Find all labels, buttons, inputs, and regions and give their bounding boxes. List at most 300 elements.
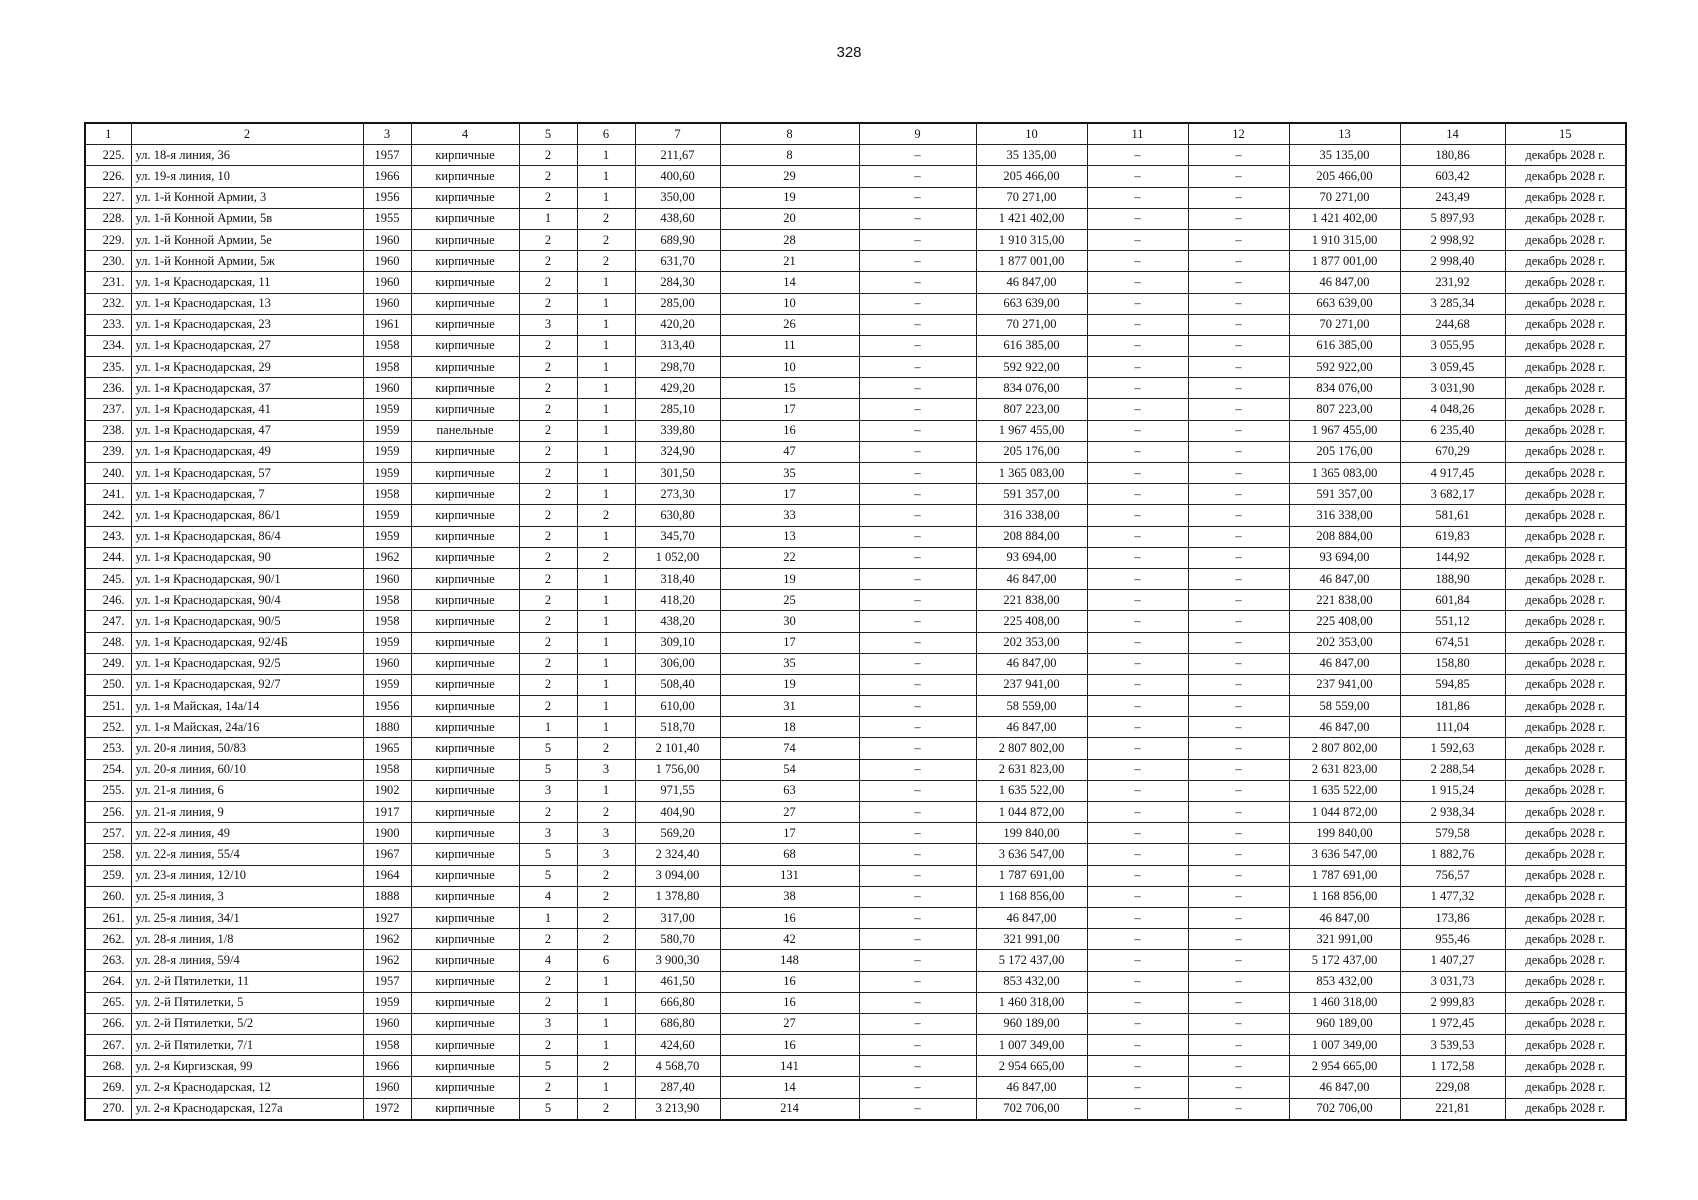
cell-row-number: 245.: [85, 568, 131, 589]
cell-col-10: 35 135,00: [976, 145, 1087, 166]
cell-year-built: 1902: [363, 780, 411, 801]
cell-col-10: 1 007 349,00: [976, 1035, 1087, 1056]
cell-year-built: 1959: [363, 420, 411, 441]
cell-total-area: 508,40: [635, 674, 720, 695]
cell-residents: 14: [720, 1077, 859, 1098]
cell-col-12: –: [1188, 145, 1289, 166]
cell-residents: 19: [720, 674, 859, 695]
cell-col-14: 188,90: [1400, 568, 1505, 589]
cell-floors: 4: [519, 950, 577, 971]
cell-floors: 2: [519, 484, 577, 505]
table-row: [85, 272, 1626, 293]
cell-col-9: –: [859, 357, 976, 378]
cell-total-area: 1 052,00: [635, 547, 720, 568]
cell-col-11: –: [1087, 971, 1188, 992]
cell-address: ул. 2-я Краснодарская, 12: [131, 1077, 363, 1098]
cell-wall-material: кирпичные: [411, 568, 519, 589]
cell-col-12: –: [1188, 272, 1289, 293]
cell-row-number: 231.: [85, 272, 131, 293]
cell-entrances: 2: [577, 907, 635, 928]
cell-floors: 2: [519, 399, 577, 420]
cell-col-12: –: [1188, 293, 1289, 314]
cell-entrances: 1: [577, 187, 635, 208]
cell-col-14: 670,29: [1400, 441, 1505, 462]
cell-col-11: –: [1087, 484, 1188, 505]
cell-col-13: 3 636 547,00: [1289, 844, 1400, 865]
cell-col-12: –: [1188, 865, 1289, 886]
cell-col-10: 1 635 522,00: [976, 780, 1087, 801]
cell-year-built: 1967: [363, 844, 411, 865]
column-header-13: 13: [1289, 123, 1400, 145]
cell-col-12: –: [1188, 611, 1289, 632]
cell-address: ул. 2-я Краснодарская, 127а: [131, 1098, 363, 1120]
column-header-5: 5: [519, 123, 577, 145]
header-row: [85, 123, 1626, 145]
cell-col-13: 1 967 455,00: [1289, 420, 1400, 441]
cell-col-9: –: [859, 272, 976, 293]
cell-col-13: 70 271,00: [1289, 314, 1400, 335]
cell-col-12: –: [1188, 526, 1289, 547]
cell-total-area: 418,20: [635, 590, 720, 611]
cell-residents: 14: [720, 272, 859, 293]
table-row: [85, 1056, 1626, 1077]
cell-floors: 2: [519, 187, 577, 208]
cell-wall-material: кирпичные: [411, 463, 519, 484]
cell-entrances: 1: [577, 611, 635, 632]
cell-col-10: 46 847,00: [976, 717, 1087, 738]
cell-residents: 21: [720, 251, 859, 272]
cell-col-14: 3 055,95: [1400, 335, 1505, 356]
cell-wall-material: кирпичные: [411, 632, 519, 653]
cell-col-9: –: [859, 251, 976, 272]
cell-col-11: –: [1087, 251, 1188, 272]
cell-col-11: –: [1087, 717, 1188, 738]
cell-col-9: –: [859, 1056, 976, 1077]
cell-floors: 2: [519, 378, 577, 399]
cell-col-14: 4 048,26: [1400, 399, 1505, 420]
table-row: [85, 547, 1626, 568]
cell-col-11: –: [1087, 759, 1188, 780]
cell-col-13: 834 076,00: [1289, 378, 1400, 399]
cell-residents: 47: [720, 441, 859, 462]
cell-year-built: 1960: [363, 653, 411, 674]
cell-floors: 5: [519, 865, 577, 886]
cell-col-14: 3 031,90: [1400, 378, 1505, 399]
cell-total-area: 2 101,40: [635, 738, 720, 759]
cell-col-14: 173,86: [1400, 907, 1505, 928]
cell-residents: 10: [720, 357, 859, 378]
cell-floors: 2: [519, 357, 577, 378]
cell-floors: 2: [519, 674, 577, 695]
cell-floors: 2: [519, 1035, 577, 1056]
cell-col-10: 960 189,00: [976, 1013, 1087, 1034]
cell-floors: 2: [519, 992, 577, 1013]
cell-col-11: –: [1087, 653, 1188, 674]
cell-col-12: –: [1188, 441, 1289, 462]
cell-col-14: 3 285,34: [1400, 293, 1505, 314]
cell-col-12: –: [1188, 1035, 1289, 1056]
cell-year-built: 1960: [363, 229, 411, 250]
cell-row-number: 268.: [85, 1056, 131, 1077]
cell-address: ул. 22-я линия, 55/4: [131, 844, 363, 865]
cell-col-12: –: [1188, 653, 1289, 674]
cell-col-12: –: [1188, 1098, 1289, 1120]
cell-total-area: 686,80: [635, 1013, 720, 1034]
cell-row-number: 229.: [85, 229, 131, 250]
cell-address: ул. 2-й Пятилетки, 7/1: [131, 1035, 363, 1056]
cell-col-13: 70 271,00: [1289, 187, 1400, 208]
cell-completion-date: декабрь 2028 г.: [1505, 1056, 1626, 1077]
cell-col-9: –: [859, 738, 976, 759]
cell-row-number: 253.: [85, 738, 131, 759]
cell-completion-date: декабрь 2028 г.: [1505, 441, 1626, 462]
cell-col-9: –: [859, 717, 976, 738]
cell-address: ул. 1-я Краснодарская, 86/4: [131, 526, 363, 547]
table-body: [85, 145, 1626, 1120]
cell-col-13: 225 408,00: [1289, 611, 1400, 632]
cell-wall-material: кирпичные: [411, 335, 519, 356]
cell-col-11: –: [1087, 611, 1188, 632]
cell-row-number: 235.: [85, 357, 131, 378]
cell-year-built: 1957: [363, 971, 411, 992]
cell-wall-material: кирпичные: [411, 738, 519, 759]
cell-address: ул. 1-я Краснодарская, 7: [131, 484, 363, 505]
cell-col-12: –: [1188, 314, 1289, 335]
cell-floors: 3: [519, 780, 577, 801]
cell-row-number: 226.: [85, 166, 131, 187]
cell-col-14: 2 938,34: [1400, 802, 1505, 823]
cell-completion-date: декабрь 2028 г.: [1505, 166, 1626, 187]
cell-col-9: –: [859, 335, 976, 356]
cell-completion-date: декабрь 2028 г.: [1505, 357, 1626, 378]
cell-col-12: –: [1188, 335, 1289, 356]
cell-wall-material: кирпичные: [411, 1035, 519, 1056]
cell-address: ул. 2-й Пятилетки, 11: [131, 971, 363, 992]
cell-col-11: –: [1087, 272, 1188, 293]
cell-col-14: 1 972,45: [1400, 1013, 1505, 1034]
cell-wall-material: кирпичные: [411, 696, 519, 717]
cell-row-number: 246.: [85, 590, 131, 611]
cell-year-built: 1960: [363, 251, 411, 272]
cell-col-11: –: [1087, 802, 1188, 823]
cell-col-12: –: [1188, 378, 1289, 399]
cell-col-9: –: [859, 293, 976, 314]
cell-year-built: 1955: [363, 208, 411, 229]
cell-completion-date: декабрь 2028 г.: [1505, 547, 1626, 568]
cell-wall-material: кирпичные: [411, 929, 519, 950]
cell-total-area: 580,70: [635, 929, 720, 950]
cell-col-14: 581,61: [1400, 505, 1505, 526]
cell-address: ул. 1-я Краснодарская, 47: [131, 420, 363, 441]
cell-completion-date: декабрь 2028 г.: [1505, 907, 1626, 928]
cell-col-14: 229,08: [1400, 1077, 1505, 1098]
column-header-12: 12: [1188, 123, 1289, 145]
cell-col-14: 3 539,53: [1400, 1035, 1505, 1056]
cell-residents: 17: [720, 399, 859, 420]
cell-completion-date: декабрь 2028 г.: [1505, 568, 1626, 589]
cell-residents: 18: [720, 717, 859, 738]
cell-wall-material: кирпичные: [411, 1013, 519, 1034]
cell-address: ул. 1-й Конной Армии, 5е: [131, 229, 363, 250]
cell-row-number: 247.: [85, 611, 131, 632]
cell-col-11: –: [1087, 526, 1188, 547]
cell-col-14: 6 235,40: [1400, 420, 1505, 441]
cell-col-11: –: [1087, 1035, 1188, 1056]
cell-residents: 17: [720, 632, 859, 653]
cell-floors: 2: [519, 653, 577, 674]
cell-col-11: –: [1087, 907, 1188, 928]
cell-address: ул. 20-я линия, 60/10: [131, 759, 363, 780]
table-row: [85, 357, 1626, 378]
cell-row-number: 270.: [85, 1098, 131, 1120]
cell-col-10: 70 271,00: [976, 187, 1087, 208]
cell-address: ул. 1-й Конной Армии, 3: [131, 187, 363, 208]
cell-col-13: 1 635 522,00: [1289, 780, 1400, 801]
cell-year-built: 1962: [363, 547, 411, 568]
cell-col-11: –: [1087, 441, 1188, 462]
cell-col-12: –: [1188, 229, 1289, 250]
cell-floors: 2: [519, 632, 577, 653]
cell-total-area: 1 378,80: [635, 886, 720, 907]
cell-col-9: –: [859, 547, 976, 568]
cell-year-built: 1960: [363, 272, 411, 293]
cell-floors: 2: [519, 971, 577, 992]
cell-col-9: –: [859, 187, 976, 208]
cell-col-13: 221 838,00: [1289, 590, 1400, 611]
cell-floors: 2: [519, 568, 577, 589]
cell-address: ул. 21-я линия, 6: [131, 780, 363, 801]
cell-col-12: –: [1188, 420, 1289, 441]
cell-address: ул. 1-я Краснодарская, 29: [131, 357, 363, 378]
cell-completion-date: декабрь 2028 г.: [1505, 929, 1626, 950]
cell-total-area: 569,20: [635, 823, 720, 844]
cell-completion-date: декабрь 2028 г.: [1505, 611, 1626, 632]
cell-floors: 5: [519, 844, 577, 865]
cell-col-9: –: [859, 971, 976, 992]
cell-wall-material: кирпичные: [411, 484, 519, 505]
table-row: [85, 653, 1626, 674]
cell-col-9: –: [859, 696, 976, 717]
cell-col-12: –: [1188, 208, 1289, 229]
cell-row-number: 257.: [85, 823, 131, 844]
cell-total-area: 424,60: [635, 1035, 720, 1056]
cell-col-10: 316 338,00: [976, 505, 1087, 526]
table-row: [85, 780, 1626, 801]
cell-entrances: 1: [577, 314, 635, 335]
cell-completion-date: декабрь 2028 г.: [1505, 463, 1626, 484]
cell-address: ул. 1-я Краснодарская, 90/1: [131, 568, 363, 589]
cell-col-10: 58 559,00: [976, 696, 1087, 717]
cell-floors: 2: [519, 229, 577, 250]
cell-row-number: 230.: [85, 251, 131, 272]
table-row: [85, 251, 1626, 272]
table-row: [85, 1035, 1626, 1056]
cell-col-14: 3 031,73: [1400, 971, 1505, 992]
cell-col-10: 1 460 318,00: [976, 992, 1087, 1013]
cell-entrances: 2: [577, 738, 635, 759]
cell-col-13: 1 787 691,00: [1289, 865, 1400, 886]
cell-address: ул. 2-й Пятилетки, 5: [131, 992, 363, 1013]
table-row: [85, 568, 1626, 589]
cell-floors: 2: [519, 611, 577, 632]
cell-entrances: 2: [577, 208, 635, 229]
cell-residents: 35: [720, 653, 859, 674]
cell-col-9: –: [859, 1013, 976, 1034]
cell-residents: 54: [720, 759, 859, 780]
cell-col-10: 46 847,00: [976, 568, 1087, 589]
cell-floors: 2: [519, 441, 577, 462]
cell-col-9: –: [859, 759, 976, 780]
column-header-2: 2: [131, 123, 363, 145]
cell-wall-material: кирпичные: [411, 611, 519, 632]
cell-col-12: –: [1188, 950, 1289, 971]
cell-year-built: 1960: [363, 378, 411, 399]
cell-col-14: 955,46: [1400, 929, 1505, 950]
cell-year-built: 1965: [363, 738, 411, 759]
cell-floors: 2: [519, 590, 577, 611]
cell-col-13: 5 172 437,00: [1289, 950, 1400, 971]
cell-col-13: 702 706,00: [1289, 1098, 1400, 1120]
cell-col-9: –: [859, 992, 976, 1013]
cell-entrances: 1: [577, 378, 635, 399]
cell-col-14: 674,51: [1400, 632, 1505, 653]
cell-address: ул. 1-й Конной Армии, 5в: [131, 208, 363, 229]
cell-col-13: 202 353,00: [1289, 632, 1400, 653]
cell-col-13: 2 954 665,00: [1289, 1056, 1400, 1077]
cell-completion-date: декабрь 2028 г.: [1505, 208, 1626, 229]
cell-entrances: 1: [577, 420, 635, 441]
cell-col-14: 1 882,76: [1400, 844, 1505, 865]
cell-address: ул. 1-я Краснодарская, 41: [131, 399, 363, 420]
cell-col-9: –: [859, 166, 976, 187]
cell-col-14: 1 407,27: [1400, 950, 1505, 971]
cell-floors: 1: [519, 717, 577, 738]
cell-floors: 5: [519, 1098, 577, 1120]
cell-floors: 2: [519, 929, 577, 950]
cell-col-10: 205 176,00: [976, 441, 1087, 462]
cell-entrances: 1: [577, 272, 635, 293]
cell-completion-date: декабрь 2028 г.: [1505, 823, 1626, 844]
cell-row-number: 233.: [85, 314, 131, 335]
cell-completion-date: декабрь 2028 г.: [1505, 992, 1626, 1013]
cell-col-9: –: [859, 378, 976, 399]
cell-col-11: –: [1087, 166, 1188, 187]
cell-col-11: –: [1087, 674, 1188, 695]
cell-total-area: 287,40: [635, 1077, 720, 1098]
cell-residents: 10: [720, 293, 859, 314]
cell-col-13: 58 559,00: [1289, 696, 1400, 717]
cell-col-14: 2 998,40: [1400, 251, 1505, 272]
cell-col-11: –: [1087, 950, 1188, 971]
cell-wall-material: кирпичные: [411, 378, 519, 399]
cell-row-number: 259.: [85, 865, 131, 886]
cell-col-11: –: [1087, 314, 1188, 335]
cell-residents: 16: [720, 420, 859, 441]
cell-wall-material: кирпичные: [411, 166, 519, 187]
cell-col-10: 663 639,00: [976, 293, 1087, 314]
cell-row-number: 239.: [85, 441, 131, 462]
cell-wall-material: кирпичные: [411, 717, 519, 738]
cell-address: ул. 1-й Конной Армии, 5ж: [131, 251, 363, 272]
cell-floors: 3: [519, 314, 577, 335]
cell-col-10: 1 168 856,00: [976, 886, 1087, 907]
cell-address: ул. 21-я линия, 9: [131, 802, 363, 823]
cell-wall-material: кирпичные: [411, 971, 519, 992]
cell-col-12: –: [1188, 505, 1289, 526]
column-header-1: 1: [85, 123, 131, 145]
cell-col-10: 2 807 802,00: [976, 738, 1087, 759]
cell-residents: 148: [720, 950, 859, 971]
cell-completion-date: декабрь 2028 г.: [1505, 378, 1626, 399]
column-header-7: 7: [635, 123, 720, 145]
cell-entrances: 2: [577, 1056, 635, 1077]
cell-col-13: 616 385,00: [1289, 335, 1400, 356]
cell-row-number: 262.: [85, 929, 131, 950]
cell-address: ул. 1-я Краснодарская, 23: [131, 314, 363, 335]
cell-wall-material: кирпичные: [411, 314, 519, 335]
cell-entrances: 1: [577, 1035, 635, 1056]
cell-col-14: 5 897,93: [1400, 208, 1505, 229]
cell-year-built: 1958: [363, 484, 411, 505]
cell-year-built: 1880: [363, 717, 411, 738]
cell-completion-date: декабрь 2028 г.: [1505, 420, 1626, 441]
table-row: [85, 611, 1626, 632]
cell-col-10: 93 694,00: [976, 547, 1087, 568]
cell-wall-material: кирпичные: [411, 293, 519, 314]
cell-residents: 17: [720, 823, 859, 844]
cell-floors: 5: [519, 1056, 577, 1077]
cell-col-14: 619,83: [1400, 526, 1505, 547]
cell-wall-material: кирпичные: [411, 759, 519, 780]
cell-total-area: 3 900,30: [635, 950, 720, 971]
column-header-3: 3: [363, 123, 411, 145]
cell-year-built: 1917: [363, 802, 411, 823]
cell-residents: 22: [720, 547, 859, 568]
cell-wall-material: кирпичные: [411, 992, 519, 1013]
table-row: [85, 166, 1626, 187]
cell-total-area: 2 324,40: [635, 844, 720, 865]
cell-address: ул. 1-я Краснодарская, 57: [131, 463, 363, 484]
cell-floors: 2: [519, 166, 577, 187]
cell-entrances: 1: [577, 441, 635, 462]
table-row: [85, 865, 1626, 886]
cell-entrances: 1: [577, 145, 635, 166]
table-row: [85, 590, 1626, 611]
cell-entrances: 1: [577, 653, 635, 674]
cell-residents: 214: [720, 1098, 859, 1120]
cell-floors: 2: [519, 251, 577, 272]
cell-col-13: 960 189,00: [1289, 1013, 1400, 1034]
cell-col-9: –: [859, 844, 976, 865]
cell-residents: 68: [720, 844, 859, 865]
cell-col-10: 1 044 872,00: [976, 802, 1087, 823]
cell-col-10: 70 271,00: [976, 314, 1087, 335]
cell-col-12: –: [1188, 399, 1289, 420]
cell-col-13: 2 631 823,00: [1289, 759, 1400, 780]
cell-wall-material: кирпичные: [411, 886, 519, 907]
cell-total-area: 4 568,70: [635, 1056, 720, 1077]
cell-completion-date: декабрь 2028 г.: [1505, 780, 1626, 801]
cell-completion-date: декабрь 2028 г.: [1505, 251, 1626, 272]
column-header-10: 10: [976, 123, 1087, 145]
cell-col-11: –: [1087, 1098, 1188, 1120]
cell-entrances: 1: [577, 632, 635, 653]
cell-col-13: 1 365 083,00: [1289, 463, 1400, 484]
cell-row-number: 240.: [85, 463, 131, 484]
cell-col-12: –: [1188, 886, 1289, 907]
table-row: [85, 1098, 1626, 1120]
cell-col-13: 208 884,00: [1289, 526, 1400, 547]
